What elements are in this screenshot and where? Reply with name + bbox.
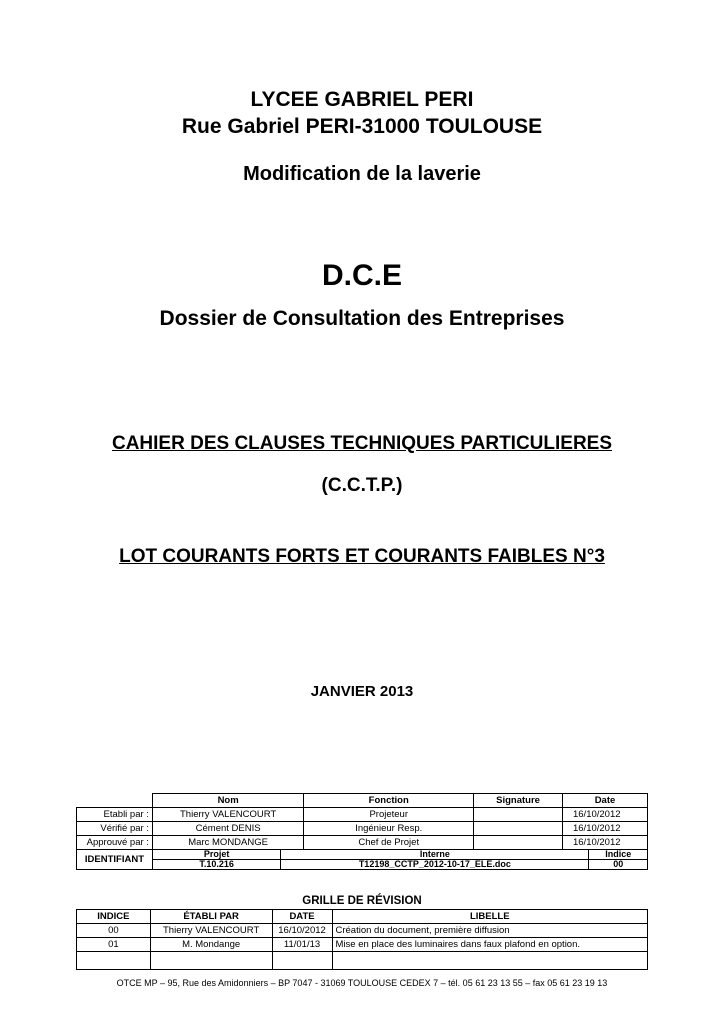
header-indice: INDICE bbox=[77, 910, 151, 924]
row-date: 16/10/2012 bbox=[562, 808, 647, 822]
table-row bbox=[77, 924, 648, 938]
header-signature: Signature bbox=[474, 794, 563, 808]
school-name: LYCEE GABRIEL PERI bbox=[250, 88, 474, 111]
issue-date: JANVIER 2013 bbox=[310, 683, 414, 700]
indice-value: 00 bbox=[589, 860, 648, 870]
revision-indice: 01 bbox=[77, 938, 151, 952]
table-row bbox=[77, 952, 648, 970]
projet-value: T.10.216 bbox=[152, 860, 280, 870]
revision-grid-title: GRILLE DE RÉVISION bbox=[302, 895, 422, 907]
person-name: Marc MONDANGE bbox=[152, 836, 303, 850]
dce-full-title: Dossier de Consultation des Entreprises bbox=[159, 307, 565, 330]
interne-value: T12198_CCTP_2012-10-17_ELE.doc bbox=[281, 860, 589, 870]
school-address: Rue Gabriel PERI-31000 TOULOUSE bbox=[181, 115, 543, 138]
dce-acronym: D.C.E bbox=[321, 259, 402, 292]
header-date: Date bbox=[562, 794, 647, 808]
row-date: 16/10/2012 bbox=[562, 822, 647, 836]
signature-cell bbox=[474, 822, 563, 836]
revision-label bbox=[332, 952, 648, 970]
revision-author: M. Mondange bbox=[150, 938, 272, 952]
row-label: Vérifié par : bbox=[77, 822, 153, 836]
table-header-row bbox=[77, 910, 648, 924]
empty-corner-cell bbox=[77, 794, 153, 808]
revision-label: Mise en place des luminaires dans faux plafond en option. bbox=[332, 938, 648, 952]
signature-cell bbox=[474, 836, 563, 850]
revision-date: 16/10/2012 bbox=[272, 924, 332, 938]
row-label: Etabli par : bbox=[77, 808, 153, 822]
header-etabli-par: ÉTABLI PAR bbox=[150, 910, 272, 924]
signature-cell bbox=[474, 808, 563, 822]
table-header-row bbox=[77, 794, 648, 808]
lot-title: LOT COURANTS FORTS ET COURANTS FAIBLES N°3 bbox=[119, 546, 605, 567]
table-row bbox=[77, 836, 648, 850]
row-date: 16/10/2012 bbox=[562, 836, 647, 850]
footer-address: OTCE MP – 95, Rue des Amidonniers – BP 7047 - 31069 TOULOUSE CEDEX 7 – tél. 05 61 23 13 55 – fax 05 61 23 19 13 bbox=[116, 978, 608, 988]
revision-indice bbox=[77, 952, 151, 970]
revision-author bbox=[150, 952, 272, 970]
revision-label: Création du document, première diffusion bbox=[332, 924, 648, 938]
table-row bbox=[77, 822, 648, 836]
table-row bbox=[77, 938, 648, 952]
revision-indice: 00 bbox=[77, 924, 151, 938]
person-name: Thierry VALENCOURT bbox=[152, 808, 303, 822]
header-date: DATE bbox=[272, 910, 332, 924]
table-row bbox=[77, 808, 648, 822]
cctp-abbreviation: (C.C.T.P.) bbox=[321, 475, 403, 496]
indice-header: Indice bbox=[589, 850, 648, 860]
project-title: Modification de la laverie bbox=[243, 163, 481, 185]
school-header bbox=[0, 86, 724, 140]
person-role: Ingénieur Resp. bbox=[304, 822, 474, 836]
revision-date: 11/01/13 bbox=[272, 938, 332, 952]
identifiant-value-row bbox=[77, 860, 648, 870]
person-name: Cément DENIS bbox=[152, 822, 303, 836]
revision-author: Thierry VALENCOURT bbox=[150, 924, 272, 938]
person-role: Chef de Projet bbox=[304, 836, 474, 850]
header-nom: Nom bbox=[152, 794, 303, 808]
cctp-title: CAHIER DES CLAUSES TECHNIQUES PARTICULIERES bbox=[111, 433, 613, 454]
validation-table bbox=[76, 793, 648, 870]
identifiant-header-row bbox=[77, 850, 648, 860]
projet-header: Projet bbox=[152, 850, 280, 860]
revision-grid-table bbox=[76, 909, 648, 970]
person-role: Projeteur bbox=[304, 808, 474, 822]
header-fonction: Fonction bbox=[304, 794, 474, 808]
identifiant-label: IDENTIFIANT bbox=[77, 850, 153, 870]
revision-date bbox=[272, 952, 332, 970]
interne-header: Interne bbox=[281, 850, 589, 860]
row-label: Approuvé par : bbox=[77, 836, 153, 850]
header-libelle: LIBELLE bbox=[332, 910, 648, 924]
